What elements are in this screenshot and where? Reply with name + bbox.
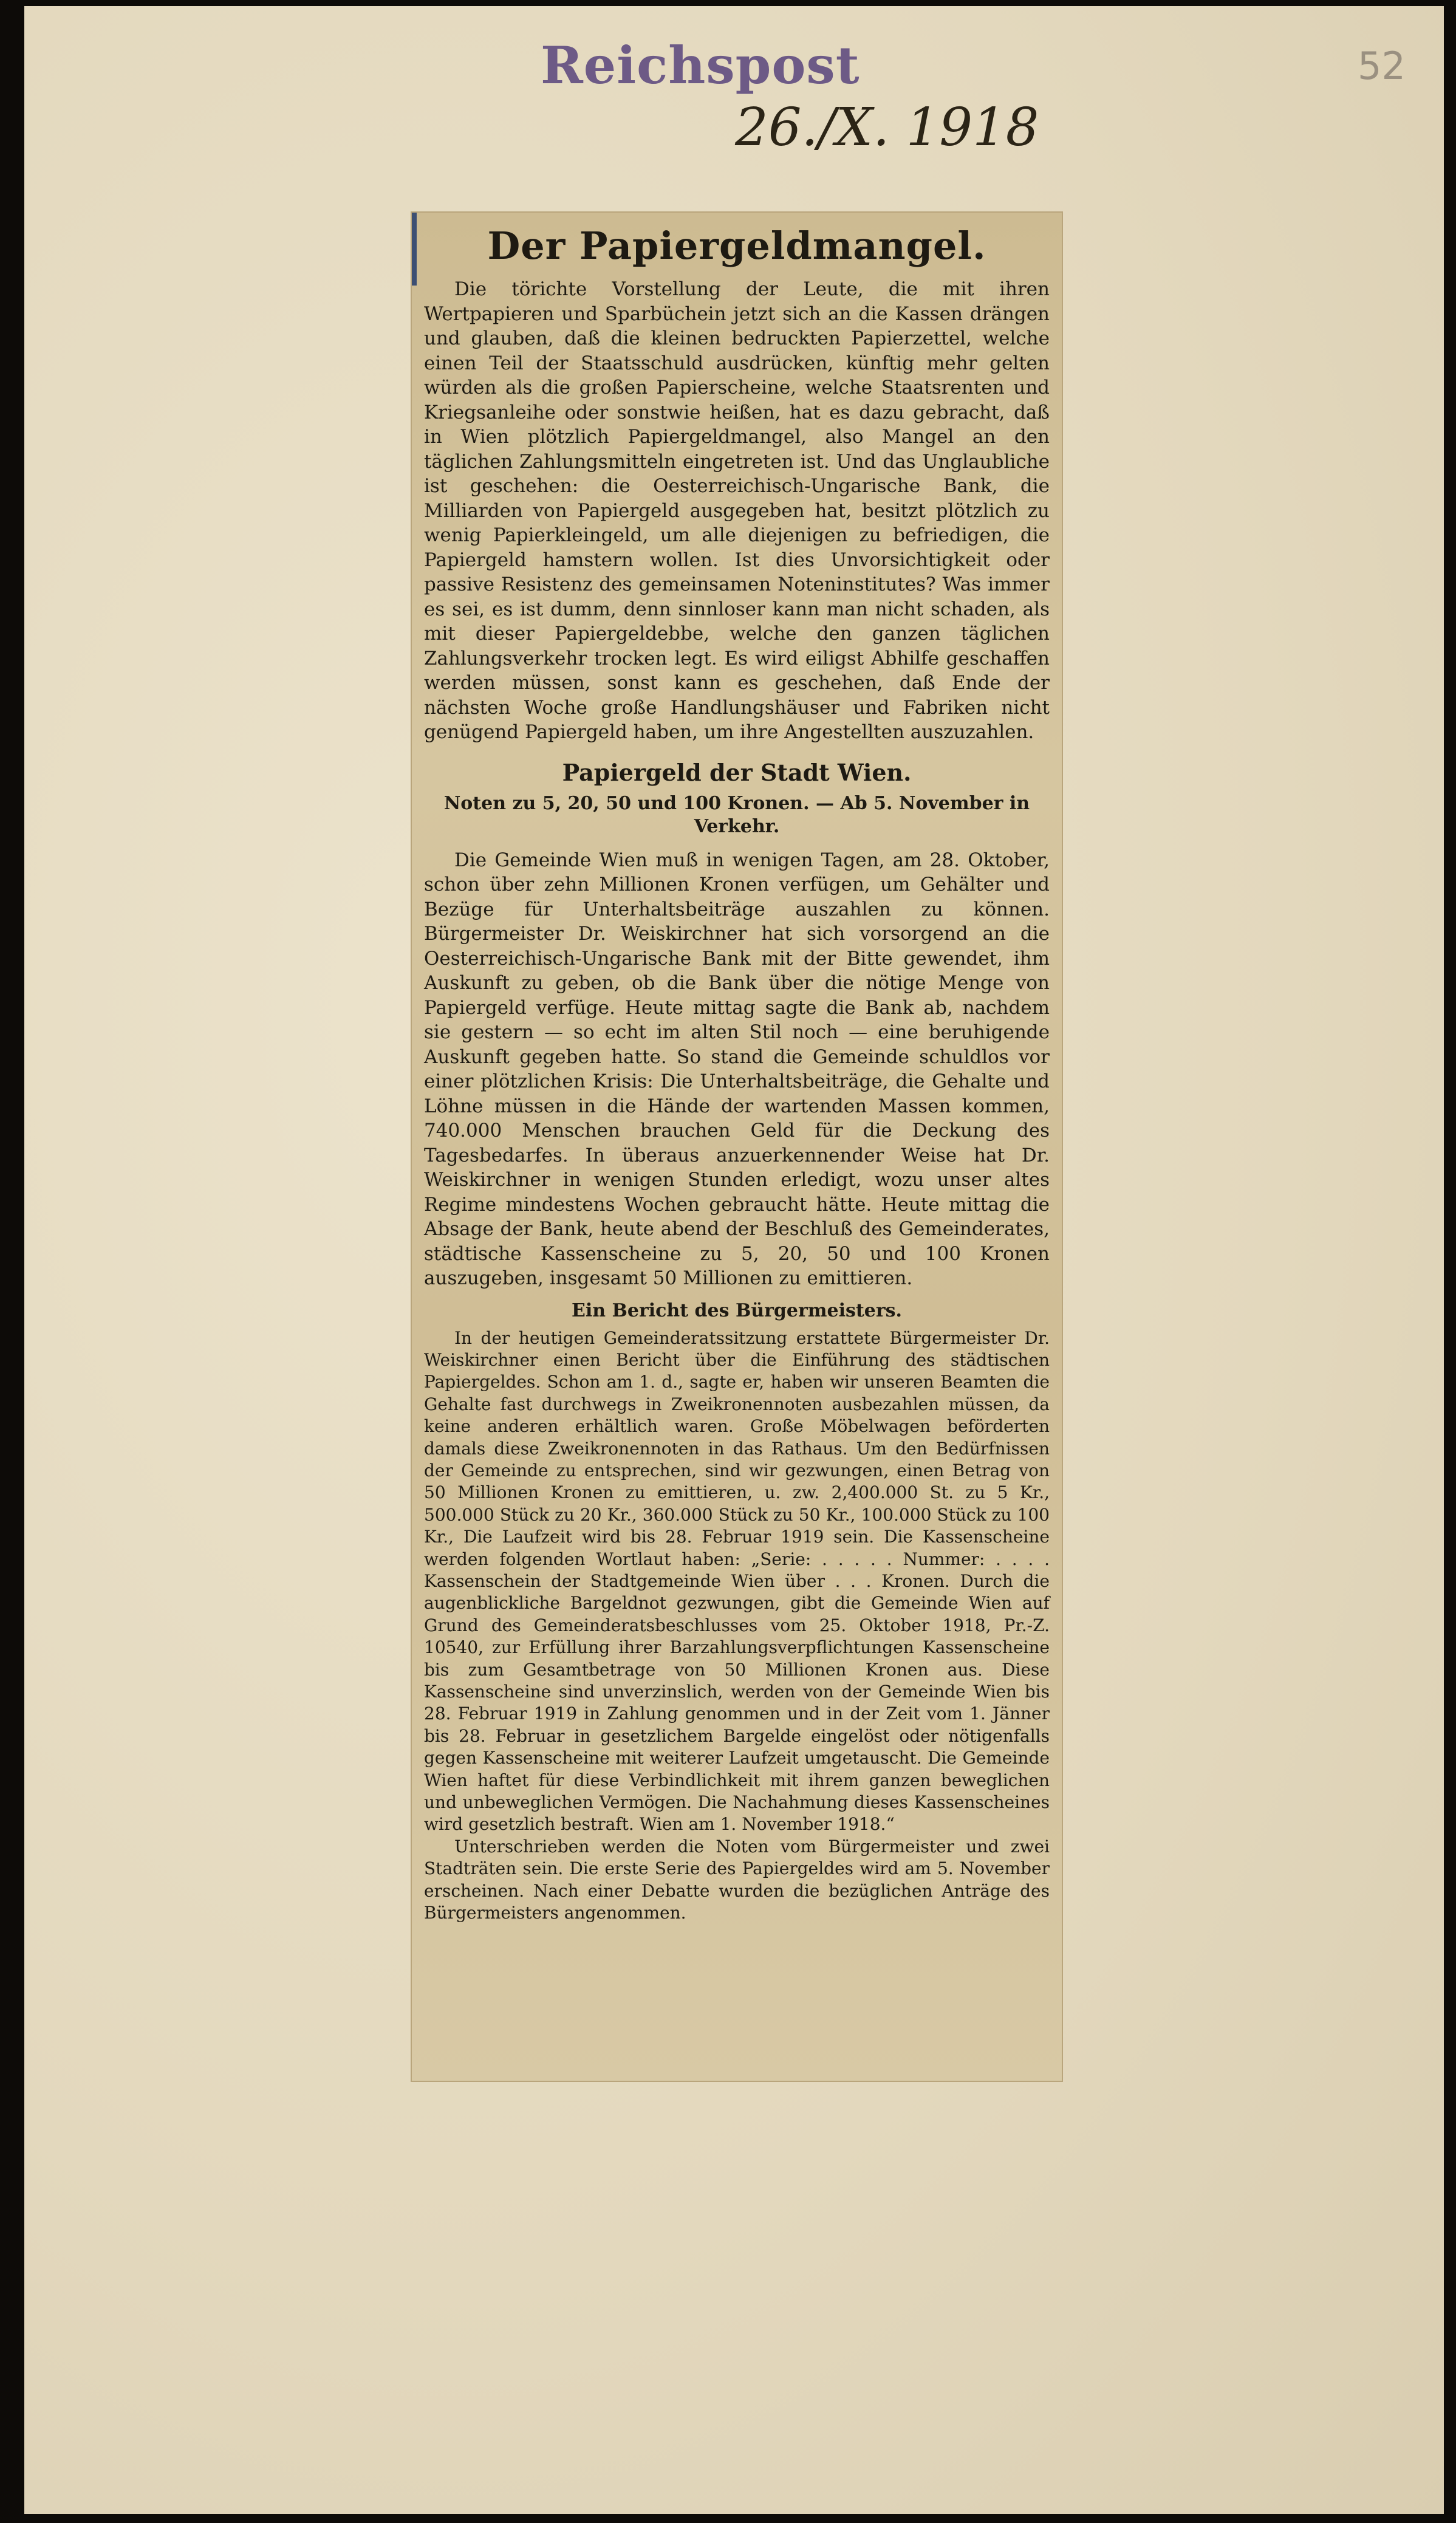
article-headline: Der Papiergeldmangel. [487,224,986,268]
report-body: In der heutigen Gemeinderatssitzung erstattete Bürgermeister Dr. Weiskirchner einen Bericht über die Einführung des städtischen Papiergeldes. Schon am 1. d., sagte er, haben wir unseren Beamten die Gehalte fast durchwegs in Zweikronennoten ausbezahlen müssen, da keine anderen erhältlich waren. Große Möbelwagen beförderten damals diese Zweikronennoten in das Rathaus. Um den Bedürfnissen der Gemeinde zu entsprechen, sind wir gezwungen, einen Betrag von 50 Millionen Kronen zu emittieren, u. zw. 2,400.000 St. zu 5 Kr., 500.000 Stück zu 20 Kr., 360.000 Stück zu 50 Kr., 100.000 Stück zu 100 Kr., Die Laufzeit wird bis 28. Februar 1919 sein. Die Kassenscheine werden folgenden Wortlaut haben: „Serie: . . . . . Nummer: . . . . Kassenschein der Stadtgemeinde Wien über . . . Kronen. Durch die augenblickliche Bargeldnot gezwungen, gibt die Gemeinde Wien auf Grund des Gemeinderatsbeschlusses vom 25. Oktober 1918, Pr.-Z. 10540, zur Erfüllung ihrer Barzahlungsverpflichtungen Kassenscheine bis zum Gesamtbetrage von 50 Millionen Kronen aus. Diese Kassenscheine sind unverzinslich, werden von der Gemeinde Wien bis 28. Februar 1919 in Zahlung genommen und in der Zeit vom 1. Jänner bis 28. Februar in gesetzlichem Bargelde eingelöst oder nötigenfalls gegen Kassenscheine mit weiterer Laufzeit umgetauscht. Die Gemeinde Wien haftet für diese Verbindlichkeit mit ihrem ganzen beweglichen und unbeweglichen Vermögen. Die Nachahmung dieses Kassenscheines wird gesetzlich bestraft. Wien am 1. November 1918.“ [424,1327,1050,1835]
section-title: Papiergeld der Stadt Wien. [562,758,912,786]
blue-pencil-mark [412,213,417,286]
article-body [424,224,1050,1924]
article-closing: Unterschrieben werden die Noten vom Bürgermeister und zwei Stadträten sein. Die erste Serie des Papiergeldes wird am 5. November erscheinen. Nach einer Debatte wurden die bezüglichen Anträge des Bürgermeisters angenommen. [424,1836,1050,1923]
section-subtitle: Noten zu 5, 20, 50 und 100 Kronen. — Ab 5. November in Verkehr. [443,792,1030,837]
newspaper-clipping [412,213,1062,2081]
newspaper-stamp: Reichspost [541,35,860,95]
article-intro: Die törichte Vorstellung der Leute, die mit ihren Wertpapieren und Sparbüchein jetzt sich an die Kassen drängen und glauben, daß die kleinen bedruckten Papierzettel, welche einen Teil der Staatsschuld ausdrücken, künftig mehr gelten würden als die großen Papierscheine, welche Staatsrenten und Kriegsanleihe oder sonstwie heißen, hat es dazu gebracht, daß in Wien plötzlich Papiergeldmangel, also Mangel an den täglichen Zahlungsmitteln eingetreten ist. Und das Unglaubliche ist geschehen: die Oesterreichisch-Ungarische Bank, die Milliarden von Papiergeld ausgegeben hat, besitzt plötzlich zu wenig Papierkleingeld, um alle diejenigen zu befriedigen, die Papiergeld hamstern wollen. Ist dies Unvorsichtigkeit oder passive Resistenz des gemeinsamen Noteninstitutes? Was immer es sei, es ist dumm, denn sinnloser kann man nicht schaden, als mit dieser Papiergeldebbe, welche den ganzen täglichen Zahlungsverkehr trocken legt. Es wird eiligst Abhilfe geschaffen werden müssen, sonst kann es geschehen, daß Ende der nächsten Woche große Handlungshäuser und Fabriken nicht genügend Papiergeld haben, um ihre Angestellten auszuzahlen. [424,278,1050,743]
page-number: 52 [1358,44,1406,88]
handwritten-date: 26./X. 1918 [735,97,1039,158]
report-title: Ein Bericht des Bürgermeisters. [572,1299,902,1321]
section-body: Die Gemeinde Wien muß in wenigen Tagen, am 28. Oktober, schon über zehn Millionen Kronen verfügen, um Gehälter und Bezüge für Unterhaltsbeiträge auszahlen zu können. Bürgermeister Dr. Weiskirchner hat sich vorsorgend an die Oesterreichisch-Ungarische Bank mit der Bitte gewendet, ihm Auskunft zu geben, ob die Bank über die nötige Menge von Papiergeld verfüge. Heute mittag sagte die Bank ab, nachdem sie gestern — so echt im alten Stil noch — eine beruhigende Auskunft gegeben hatte. So stand die Gemeinde schuldlos vor einer plötzlichen Krisis: Die Unterhaltsbeiträge, die Gehalte und Löhne müssen in die Hände der wartenden Massen kommen, 740.000 Menschen brauchen Geld für die Deckung des Tagesbedarfes. In überaus anzuerkennender Weise hat Dr. Weiskirchner in wenigen Stunden erledigt, wozu unser altes Regime mindestens Wochen gebraucht hätte. Heute mittag die Absage der Bank, heute abend der Beschluß des Gemeinderates, städtische Kassenscheine zu 5, 20, 50 und 100 Kronen auszugeben, insgesamt 50 Millionen zu emittieren. [424,849,1050,1289]
